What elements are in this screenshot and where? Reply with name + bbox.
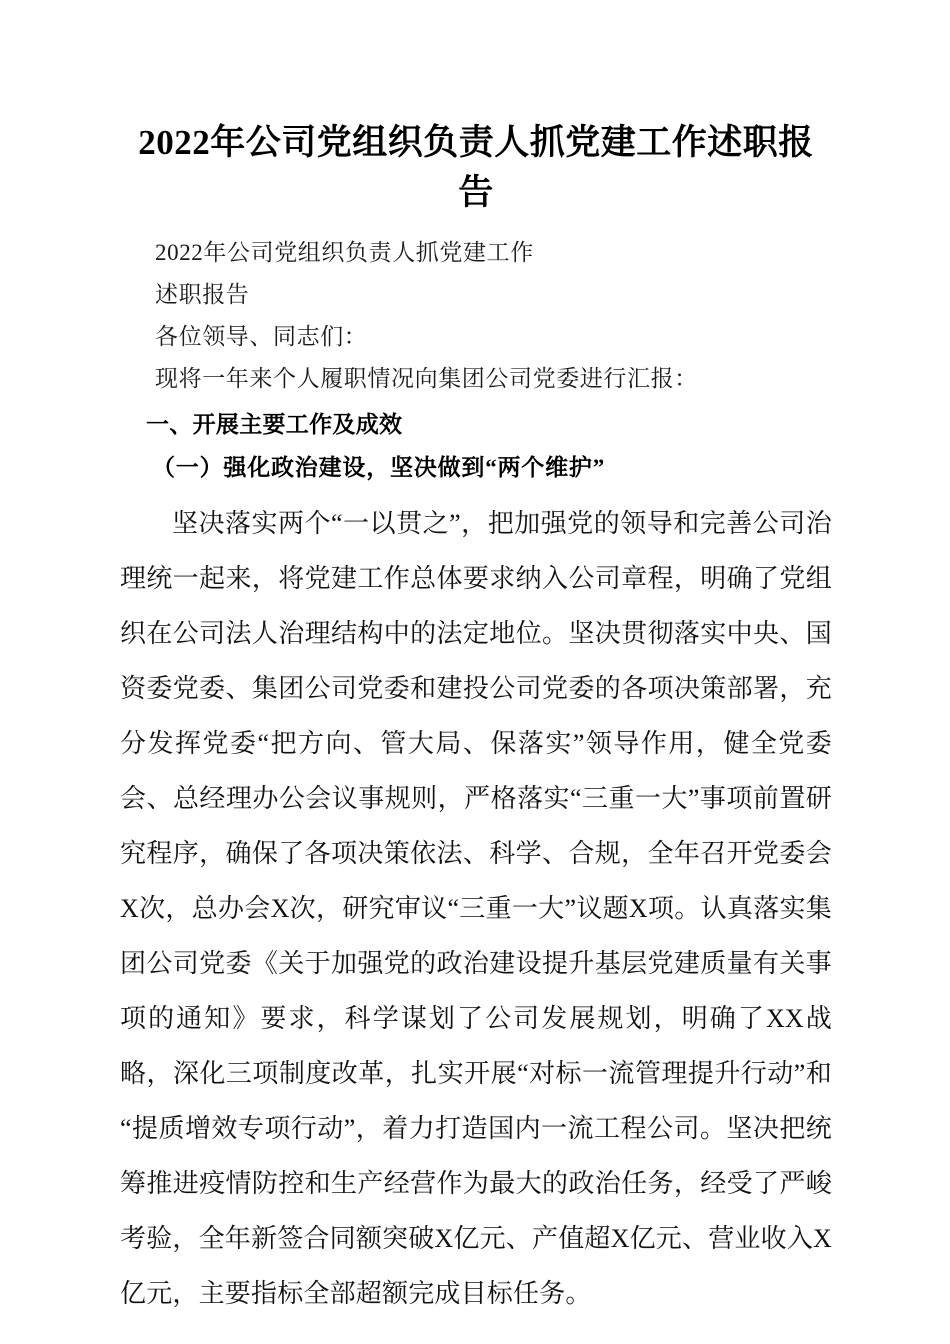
intro-line-report-name: 2022年公司党组织负责人抓党建工作	[155, 240, 534, 265]
intro-line-salutation: 各位领导、同志们：	[155, 324, 368, 349]
subsection-heading-political-construction: （一）强化政治建设，坚决做到“两个维护”	[152, 455, 605, 480]
document-body	[120, 118, 832, 1321]
intro-line-opening-statement: 现将一年来个人履职情况向集团公司党委进行汇报：	[155, 366, 698, 391]
section-heading-main-work: 一、开展主要工作及成效	[146, 411, 403, 437]
body-paragraph-political-construction: 坚决落实两个“一以贯之”，把加强党的领导和完善公司治理统一起来，将党建工作总体要求纳入公司章程，明确了党组织在公司法人治理结构中的法定地位。坚决贯彻落实中央、国资委党委、集团公司党委和建投公司党委的各项决策部署，充分发挥党委“把方向、管大局、保落实”领导作用，健全党委会、总经理办公会议事规则，严格落实“三重一大”事项前置研究程序，确保了各项决策依法、科学、合规，全年召开党委会X次，总办会X次，研究审议“三重一大”议题X项。认真落实集团公司党委《关于加强党的政治建设提升基层党建质量有关事项的通知》要求，科学谋划了公司发展规划，明确了XX战略，深化三项制度改革，扎实开展“对标一流管理提升行动”和“提质增效专项行动”，着力打造国内一流工程公司。坚决把统筹推进疫情防控和生产经营作为最大的政治任务，经受了严峻考验，全年新签合同额突破X亿元、产值超X亿元、营业收入X亿元，主要指标全部超额完成目标任务。	[120, 509, 832, 1308]
document-title: 2022年公司党组织负责人抓党建工作述职报告	[138, 123, 814, 212]
intro-line-report-type: 述职报告	[155, 282, 250, 307]
